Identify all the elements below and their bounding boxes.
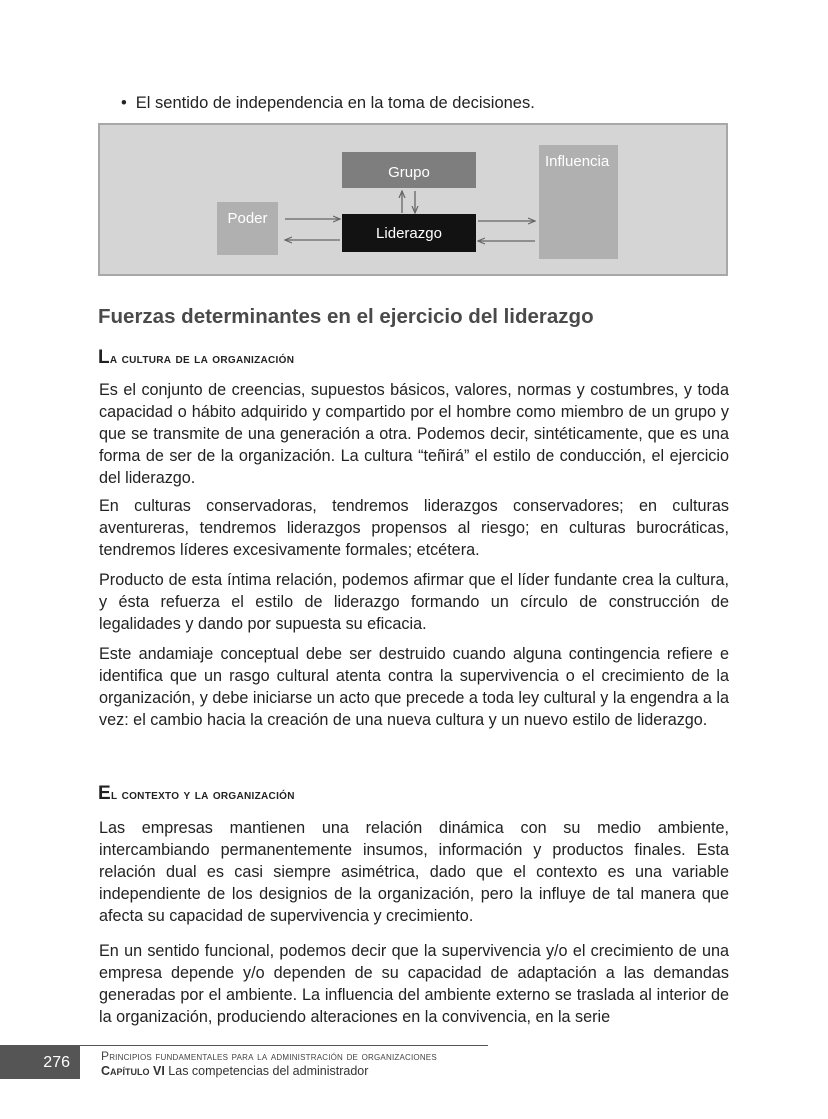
poder-box: Poder: [217, 202, 278, 255]
paragraph: En culturas conservadoras, tendremos liderazgos conservadores; en culturas aventureras, tendremos liderazgos propensos al riesgo; en culturas burocráticas, tendremos líderes excesivamente formales; etcétera.: [99, 497, 729, 559]
liderazgo-box: Liderazgo: [342, 214, 476, 252]
paragraph: Este andamiaje conceptual debe ser destruido cuando alguna contingencia refiere e identifica que un rasgo cultural atenta contra la supervivencia o el crecimiento de la organización, y debe iniciarse un acto que precede a toda ley cultural y la engendra a la vez: el cambio hacia la creación de una nueva cultura y un nuevo estilo de liderazgo.: [99, 645, 729, 729]
grupo-box: Grupo: [342, 152, 476, 188]
paragraph: Las empresas mantienen una relación dinámica con su medio ambiente, intercambiando permanentemente insumos, información y productos finales. Esta relación dual es casi siempre asimétrica, dado que el contexto es una variable independiente de los designios de la organización, pero la influye de tal manera que afecta su capacidad de supervivencia y crecimiento.: [99, 819, 729, 925]
chapter-label: Capítulo VI: [101, 1064, 165, 1078]
bullet-marker: •: [121, 94, 127, 112]
section-heading: Fuerzas determinantes en el ejercicio del liderazgo: [98, 305, 594, 328]
chapter-title: Las competencias del administrador: [168, 1064, 369, 1078]
paragraph: En un sentido funcional, podemos decir que la supervivencia y/o el crecimiento de una empresa depende y/o dependen de su capacidad de adaptación a las demandas generadas por el ambiente. La influencia del ambiente externo se traslada al interior de la organización, produciendo alteraciones en la convivencia, en la serie: [99, 942, 729, 1026]
book-title: Principios fundamentales para la administración de organizaciones: [101, 1049, 437, 1063]
page-number: 276: [0, 1046, 80, 1079]
leadership-diagram: [98, 123, 728, 276]
subsection-title-cultura: La cultura de la organización: [98, 347, 295, 368]
bullet-text: El sentido de independencia en la toma de decisiones.: [135, 94, 535, 112]
bullet-item: [121, 94, 535, 113]
paragraph: Producto de esta íntima relación, podemos afirmar que el líder fundante crea la cultura, y ésta refuerza el estilo de liderazgo formando un círculo de construcción de legalidades y dando por supuesta su eficacia.: [99, 571, 729, 633]
paragraph: Es el conjunto de creencias, supuestos básicos, valores, normas y costumbres, y toda capacidad o hábito adquirido y compartido por el hombre como miembro de un grupo y que se transmite de una generación a otra. Podemos decir, sintéticamente, que es una forma de ser de la organización. La cultura “teñirá” el estilo de conducción, el ejercicio del liderazgo.: [99, 381, 729, 487]
chapter-line: [101, 1064, 368, 1078]
influencia-box: Influencia: [539, 145, 618, 259]
subsection-title-contexto: El contexto y la organización: [98, 783, 295, 804]
